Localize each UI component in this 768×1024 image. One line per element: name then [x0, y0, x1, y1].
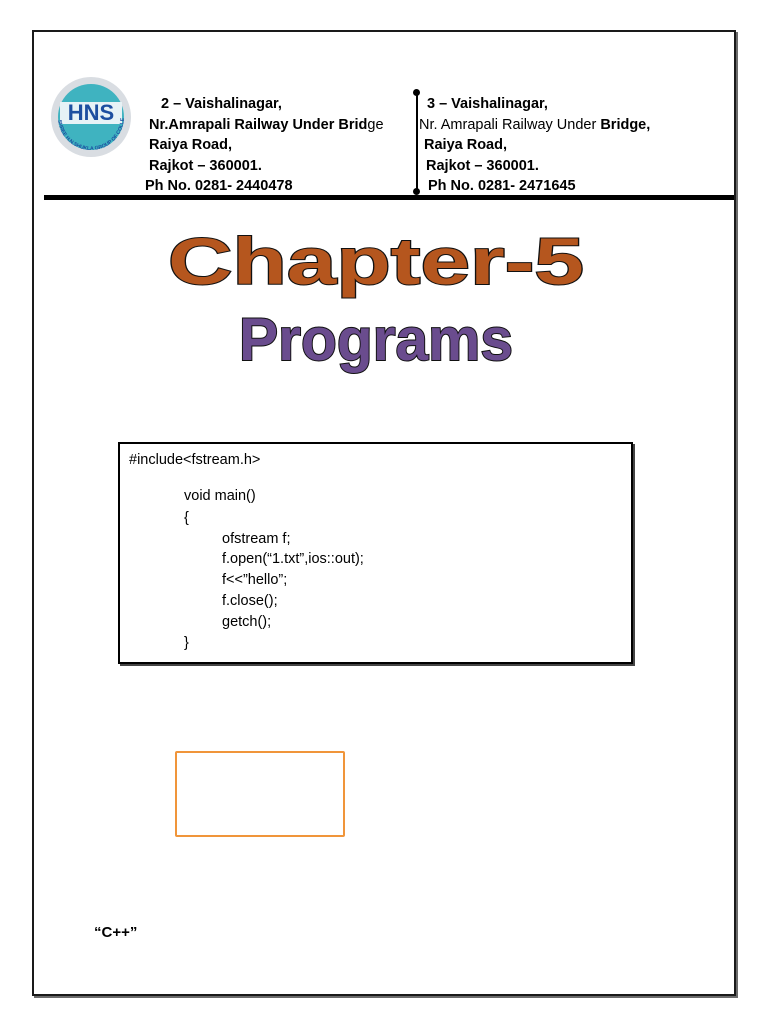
right-address-line2a: Nr. Amrapali Railway Under [419, 116, 601, 133]
code-line-open: f.open(“1.txt”,ios::out); [222, 551, 364, 567]
right-address-line4: Rajkot – 360001. [426, 157, 539, 174]
college-logo [44, 73, 138, 159]
code-line-include: #include<fstream.h> [129, 452, 261, 468]
code-line-close: f.close(); [222, 593, 278, 609]
code-line-ofstream: ofstream f; [222, 531, 291, 547]
code-line-main: void main() [184, 488, 256, 504]
chapter-title: Chapter-5 [168, 224, 584, 298]
left-address-line4: Rajkot – 360001. [149, 157, 262, 174]
left-address-line2a: Nr.Amrapali Railway Under Brid [149, 116, 368, 133]
code-box [118, 442, 633, 664]
header-divider [416, 93, 418, 193]
left-address-line1: 2 – Vaishalinagar, [161, 96, 282, 112]
right-address-phone: Ph No. 0281- 2471645 [428, 178, 576, 195]
right-address-line2b: Bridge, [600, 116, 651, 133]
right-address [419, 94, 650, 197]
code-line-open-brace: { [184, 510, 189, 526]
code-line-getch: getch(); [222, 614, 272, 630]
right-address-line3: Raiya Road, [424, 137, 507, 154]
header-rule [44, 195, 734, 200]
right-address-line1: 3 – Vaishalinagar, [427, 96, 548, 112]
code-line-write: f<<”hello”; [222, 572, 288, 588]
left-address-line2b: ge [367, 116, 384, 133]
title-area [0, 222, 768, 382]
logo-ring-text: SHREE H.N.SHUKLA GROUP OF COLLE [56, 117, 127, 153]
footer-label: “C++” [94, 924, 138, 941]
left-address-phone: Ph No. 0281- 2440478 [145, 178, 293, 195]
left-address-line3: Raiya Road, [149, 137, 232, 154]
programs-title: Programs [239, 306, 513, 373]
code-line-close-brace: } [184, 635, 189, 651]
logo-text: HNS [67, 100, 115, 125]
left-address [145, 94, 384, 197]
orange-rectangle [175, 751, 345, 837]
